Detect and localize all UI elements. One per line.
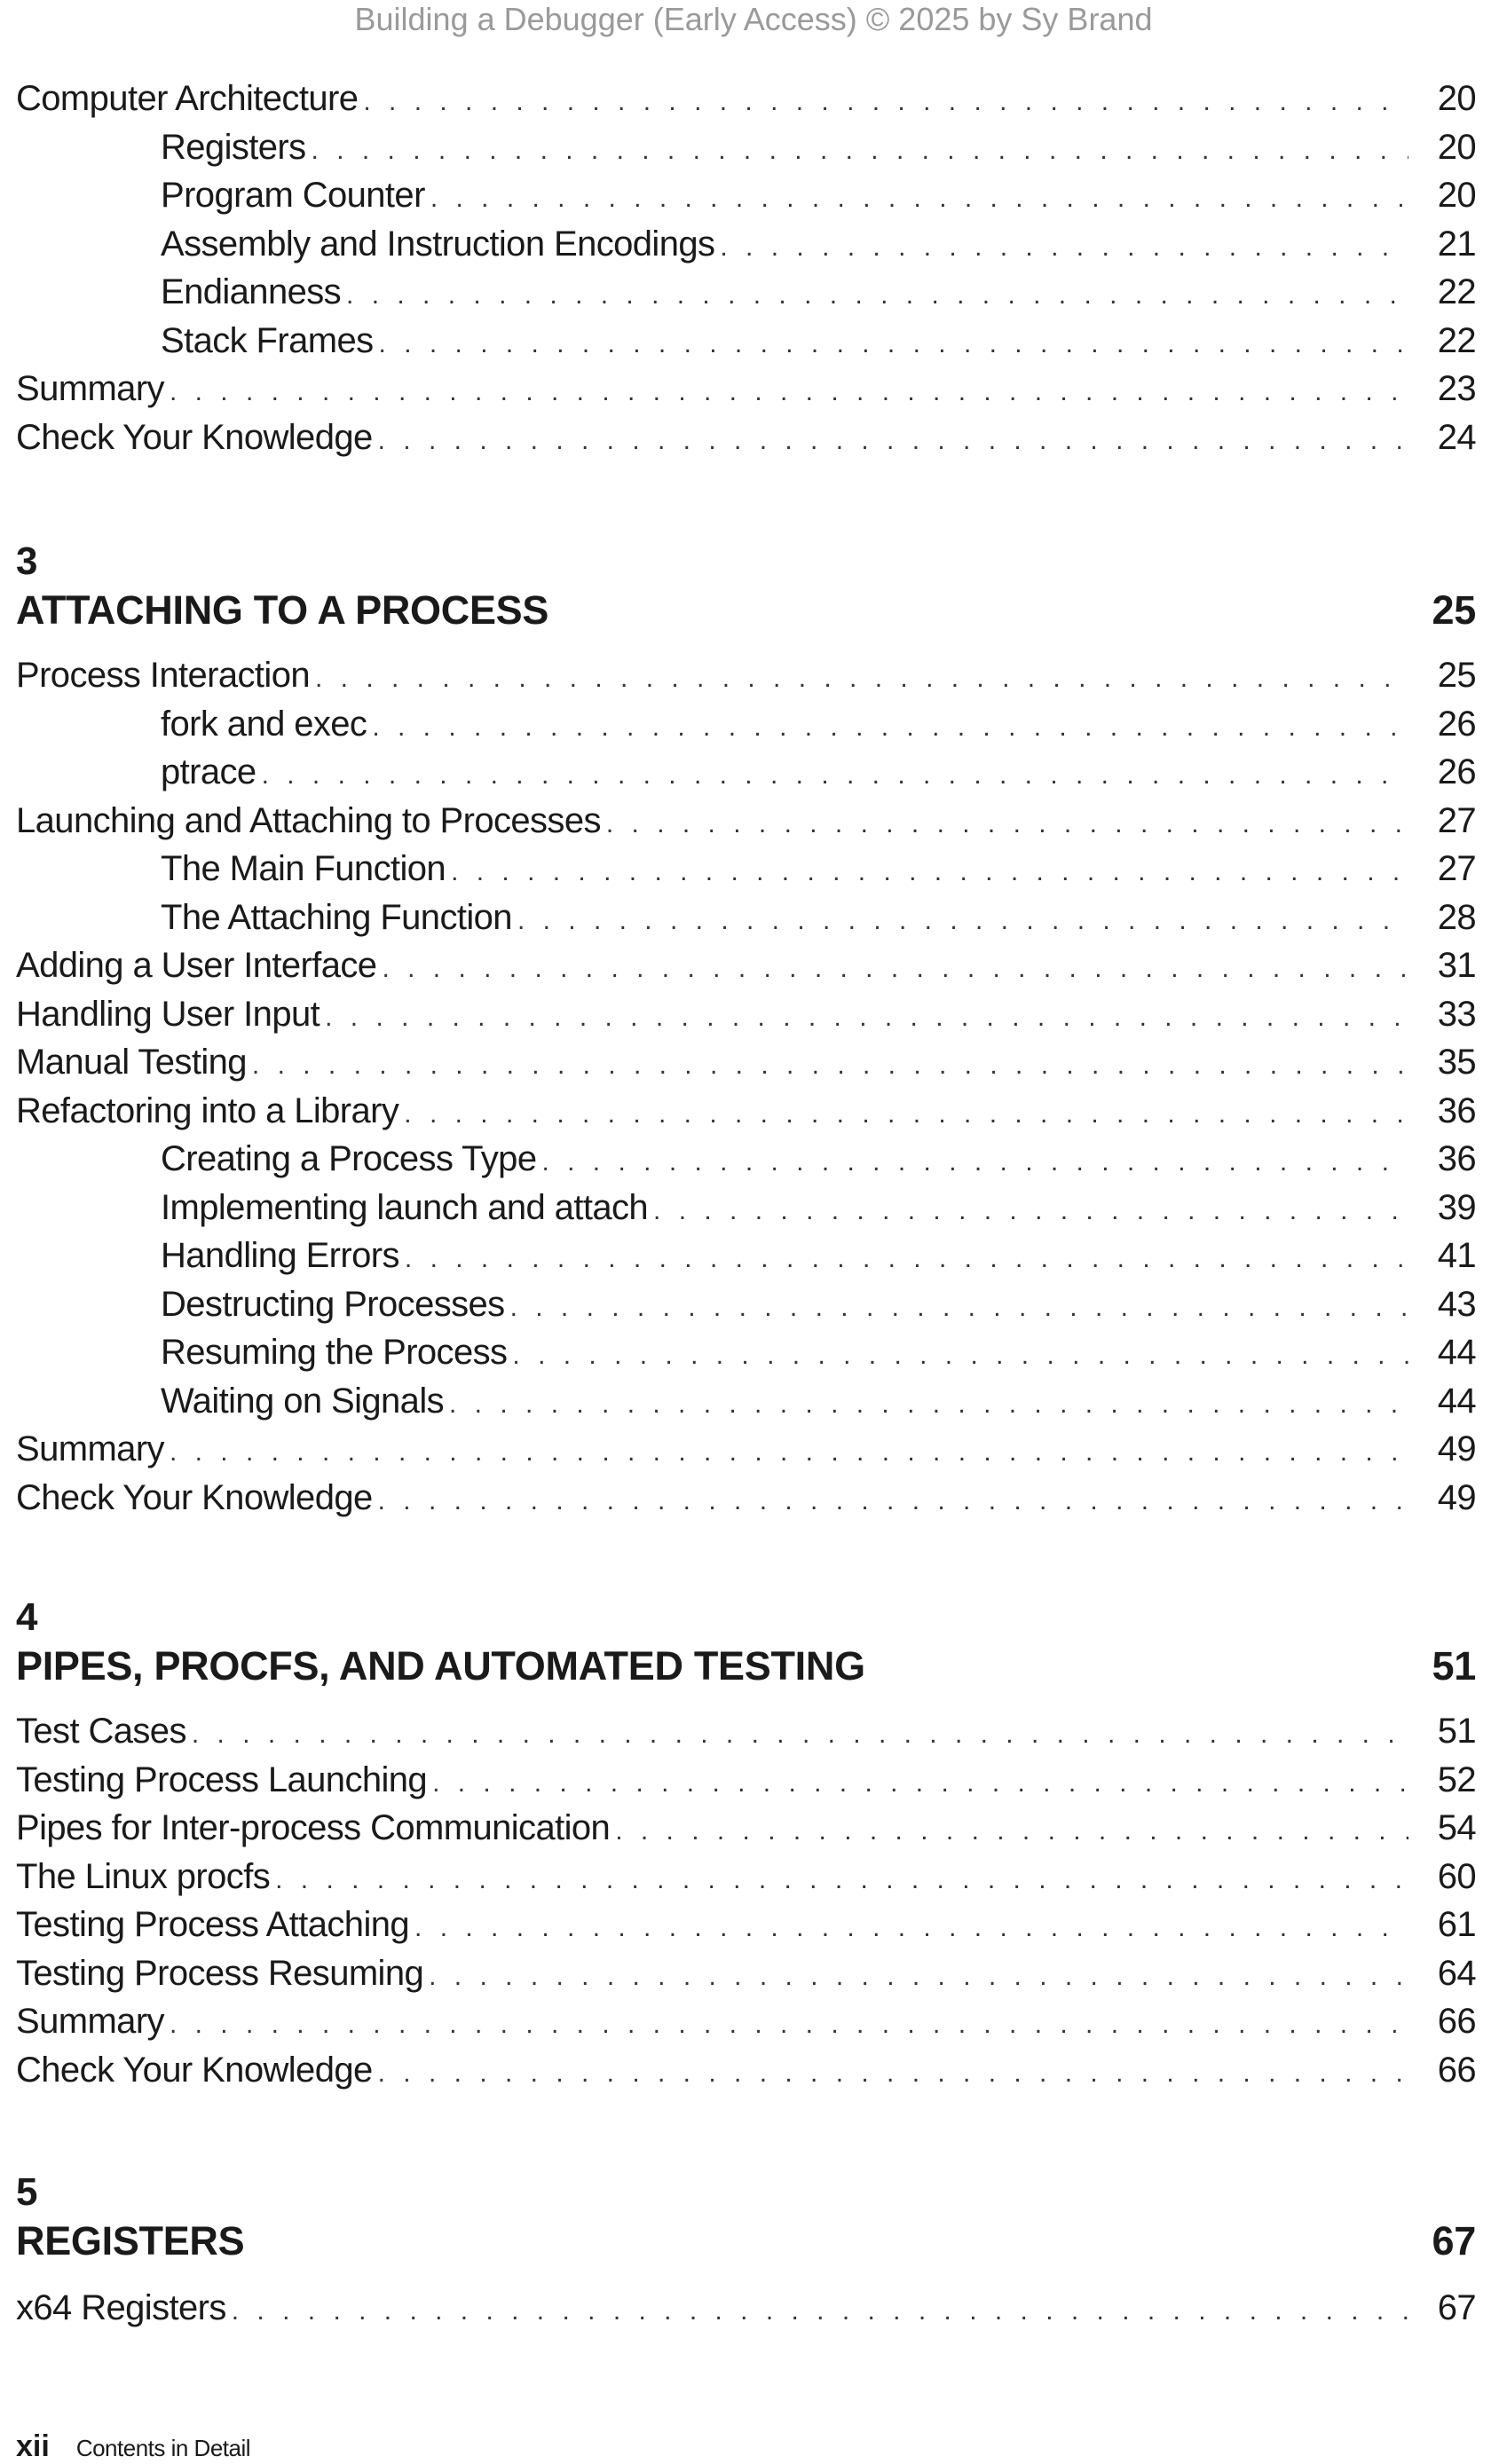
dot-leader <box>232 2287 1408 2336</box>
toc-entry[interactable] <box>16 2046 1476 2095</box>
toc-entry[interactable] <box>16 797 1476 846</box>
chapter-4-page: 51 <box>1432 1643 1476 1689</box>
toc-entry-page: 27 <box>1437 849 1476 888</box>
toc-entry-label: Program Counter <box>161 176 425 215</box>
page-footer <box>16 2429 250 2464</box>
toc-entry-label: Stack Frames <box>161 320 374 360</box>
toc-entry-page: 64 <box>1437 1953 1476 1993</box>
toc-entry-page: 66 <box>1437 2002 1476 2041</box>
toc-entry[interactable] <box>16 1853 1476 1901</box>
toc-entry-label: ptrace <box>161 752 256 791</box>
toc-subentry[interactable] <box>16 220 1476 269</box>
toc-entry-page: 26 <box>1437 752 1476 791</box>
toc-entry-page: 24 <box>1437 417 1476 457</box>
toc-entry-label: Implementing launch and attach <box>161 1187 649 1227</box>
toc-entry-page: 20 <box>1437 176 1476 215</box>
dot-leader <box>451 848 1408 897</box>
chapter-3-page: 25 <box>1432 587 1476 633</box>
chapter-4-title: PIPES, PROCFS, AND AUTOMATED TESTING <box>16 1643 865 1689</box>
toc-entry-label: Summary <box>16 1429 164 1468</box>
toc-entry-page: 36 <box>1437 1139 1476 1178</box>
toc-entry-page: 41 <box>1437 1236 1476 1275</box>
dot-leader <box>315 655 1408 704</box>
toc-entry[interactable] <box>16 1804 1476 1853</box>
toc-entry[interactable] <box>16 1997 1476 2046</box>
dot-leader <box>720 224 1408 272</box>
toc-entry-page: 36 <box>1437 1090 1476 1130</box>
dot-leader <box>541 1138 1408 1187</box>
toc-entry-label: The Main Function <box>161 849 446 888</box>
toc-entry-page: 22 <box>1437 272 1476 311</box>
toc-entry-label: Resuming the Process <box>161 1333 508 1372</box>
toc-entry-page: 49 <box>1437 1429 1476 1468</box>
chapter-3-number: 3 <box>16 539 38 583</box>
toc-entry-label: Assembly and Instruction Encodings <box>161 224 715 264</box>
toc-subentry[interactable] <box>16 1232 1476 1280</box>
dot-leader <box>346 272 1408 320</box>
toc-entry-page: 26 <box>1437 704 1476 744</box>
toc-entry-page: 39 <box>1437 1187 1476 1227</box>
toc-entry-label: Manual Testing <box>16 1043 247 1082</box>
toc-entry-label: Testing Process Attaching <box>16 1905 410 1944</box>
toc-entry-page: 22 <box>1437 320 1476 360</box>
dot-leader <box>378 417 1408 466</box>
chapter-4-heading[interactable] <box>16 1641 1476 1691</box>
toc-entry[interactable] <box>16 1756 1476 1805</box>
dot-leader <box>262 752 1408 800</box>
chapter-5-entries <box>16 2284 1476 2333</box>
dot-leader <box>449 1381 1408 1429</box>
dot-leader <box>405 1235 1408 1284</box>
chapter-5-title: REGISTERS <box>16 2218 245 2263</box>
toc-continuation <box>16 75 1476 461</box>
toc-entry-page: 61 <box>1437 1905 1476 1944</box>
chapter-4-entries <box>16 1707 1476 2094</box>
dot-leader <box>606 800 1408 849</box>
dot-leader <box>378 2050 1408 2098</box>
dot-leader <box>170 368 1408 417</box>
toc-entry-label: Test Cases <box>16 1712 186 1751</box>
dot-leader <box>653 1187 1408 1236</box>
chapter-5-page: 67 <box>1432 2218 1476 2263</box>
toc-subentry[interactable] <box>16 845 1476 893</box>
dot-leader <box>430 175 1408 224</box>
toc-entry-page: 35 <box>1437 1043 1476 1082</box>
toc-entry-page: 49 <box>1437 1477 1476 1517</box>
toc-subentry[interactable] <box>16 893 1476 942</box>
dot-leader <box>378 1477 1408 1526</box>
page-number: xii <box>16 2429 50 2463</box>
toc-entry[interactable] <box>16 1901 1476 1949</box>
dot-leader <box>404 1090 1408 1139</box>
toc-subentry[interactable] <box>16 1328 1476 1377</box>
toc-entry[interactable] <box>16 1087 1476 1136</box>
chapter-4-number: 4 <box>16 1595 38 1639</box>
toc-entry[interactable] <box>16 1038 1476 1087</box>
toc-subentry[interactable] <box>16 748 1476 797</box>
toc-entry-page: 51 <box>1437 1712 1476 1751</box>
chapter-3-title: ATTACHING TO A PROCESS <box>16 587 549 633</box>
dot-leader <box>170 2001 1408 2050</box>
toc-subentry[interactable] <box>16 1135 1476 1184</box>
toc-entry-page: 28 <box>1437 897 1476 937</box>
toc-subentry[interactable] <box>16 171 1476 220</box>
toc-entry-label: Registers <box>161 127 306 167</box>
dot-leader <box>252 1042 1408 1090</box>
dot-leader <box>363 78 1408 127</box>
toc-entry-label: Launching and Attaching to Processes <box>16 800 601 840</box>
toc-entry[interactable] <box>16 1474 1476 1523</box>
chapter-5-number: 5 <box>16 2170 38 2214</box>
dot-leader <box>192 1711 1408 1759</box>
toc-entry[interactable] <box>16 1949 1476 1998</box>
dot-leader <box>382 945 1408 994</box>
toc-subentry[interactable] <box>16 1377 1476 1426</box>
toc-entry-page: 33 <box>1437 994 1476 1034</box>
chapter-3-heading[interactable] <box>16 586 1476 635</box>
toc-entry-page: 31 <box>1437 946 1476 985</box>
toc-entry-label: Check Your Knowledge <box>16 417 373 457</box>
toc-entry-label: Testing Process Resuming <box>16 1953 424 1993</box>
toc-entry[interactable] <box>16 990 1476 1039</box>
toc-entry-label: Endianness <box>161 272 342 311</box>
toc-entry[interactable] <box>16 941 1476 990</box>
toc-entry-page: 66 <box>1437 2050 1476 2090</box>
toc-entry-label: Refactoring into a Library <box>16 1090 399 1130</box>
toc-entry-label: Check Your Knowledge <box>16 1477 373 1517</box>
toc-subentry[interactable] <box>16 123 1476 172</box>
toc-entry-label: Computer Architecture <box>16 79 359 118</box>
toc-entry-label: Destructing Processes <box>161 1284 505 1324</box>
dot-leader <box>429 1953 1408 2002</box>
toc-entry-page: 60 <box>1437 1856 1476 1896</box>
toc-entry[interactable] <box>16 1707 1476 1756</box>
toc-subentry[interactable] <box>16 1184 1476 1232</box>
toc-entry[interactable] <box>16 365 1476 413</box>
toc-entry[interactable] <box>16 413 1476 462</box>
toc-entry[interactable] <box>16 75 1476 123</box>
toc-entry-label: Pipes for Inter-process Communication <box>16 1808 611 1847</box>
toc-entry-label: The Attaching Function <box>161 897 512 937</box>
dot-leader <box>170 1429 1408 1477</box>
dot-leader <box>372 704 1408 752</box>
dot-leader <box>414 1904 1408 1953</box>
toc-entry-label: The Linux procfs <box>16 1856 271 1896</box>
toc-entry-label: Creating a Process Type <box>161 1139 537 1178</box>
toc-entry-label: Handling User Input <box>16 994 320 1034</box>
toc-entry[interactable] <box>16 651 1476 700</box>
toc-entry-label: Summary <box>16 2002 164 2041</box>
toc-entry[interactable] <box>16 2284 1476 2333</box>
dot-leader <box>512 1332 1408 1381</box>
toc-entry-label: x64 Registers <box>16 2288 226 2327</box>
toc-entry-page: 67 <box>1437 2288 1476 2327</box>
toc-entry-label: Testing Process Launching <box>16 1759 428 1799</box>
chapter-5-heading[interactable] <box>16 2216 1476 2266</box>
toc-entry[interactable] <box>16 1425 1476 1474</box>
toc-entry-label: fork and exec <box>161 704 367 744</box>
toc-subentry[interactable] <box>16 268 1476 317</box>
toc-entry-page: 27 <box>1437 800 1476 840</box>
toc-subentry[interactable] <box>16 317 1476 366</box>
toc-subentry[interactable] <box>16 1280 1476 1329</box>
toc-entry-page: 20 <box>1437 79 1476 118</box>
dot-leader <box>325 994 1408 1043</box>
dot-leader <box>615 1807 1408 1856</box>
chapter-3-entries <box>16 651 1476 1522</box>
toc-entry-label: Check Your Knowledge <box>16 2050 373 2090</box>
toc-entry-label: Waiting on Signals <box>161 1381 445 1421</box>
copyright-watermark: Building a Debugger (Early Access) © 2025 by Sy Brand <box>354 1 1153 37</box>
toc-entry-label: Adding a User Interface <box>16 946 377 985</box>
toc-entry-page: 20 <box>1437 127 1476 167</box>
dot-leader <box>510 1284 1408 1333</box>
dot-leader <box>379 320 1408 369</box>
toc-entry-page: 52 <box>1437 1759 1476 1799</box>
toc-entry-page: 21 <box>1437 224 1476 264</box>
toc-entry-page: 54 <box>1437 1808 1476 1847</box>
toc-entry-label: Handling Errors <box>161 1236 399 1275</box>
toc-entry-label: Process Interaction <box>16 656 310 695</box>
footer-section-title: Contents in Detail <box>75 2435 251 2461</box>
toc-subentry[interactable] <box>16 700 1476 749</box>
dot-leader <box>517 897 1408 946</box>
toc-entry-page: 25 <box>1437 656 1476 695</box>
dot-leader <box>275 1856 1408 1905</box>
dot-leader <box>312 127 1408 176</box>
toc-entry-page: 44 <box>1437 1381 1476 1421</box>
toc-entry-label: Summary <box>16 369 164 408</box>
toc-entry-page: 43 <box>1437 1284 1476 1324</box>
dot-leader <box>432 1759 1408 1808</box>
toc-entry-page: 23 <box>1437 369 1476 408</box>
toc-entry-page: 44 <box>1437 1333 1476 1372</box>
